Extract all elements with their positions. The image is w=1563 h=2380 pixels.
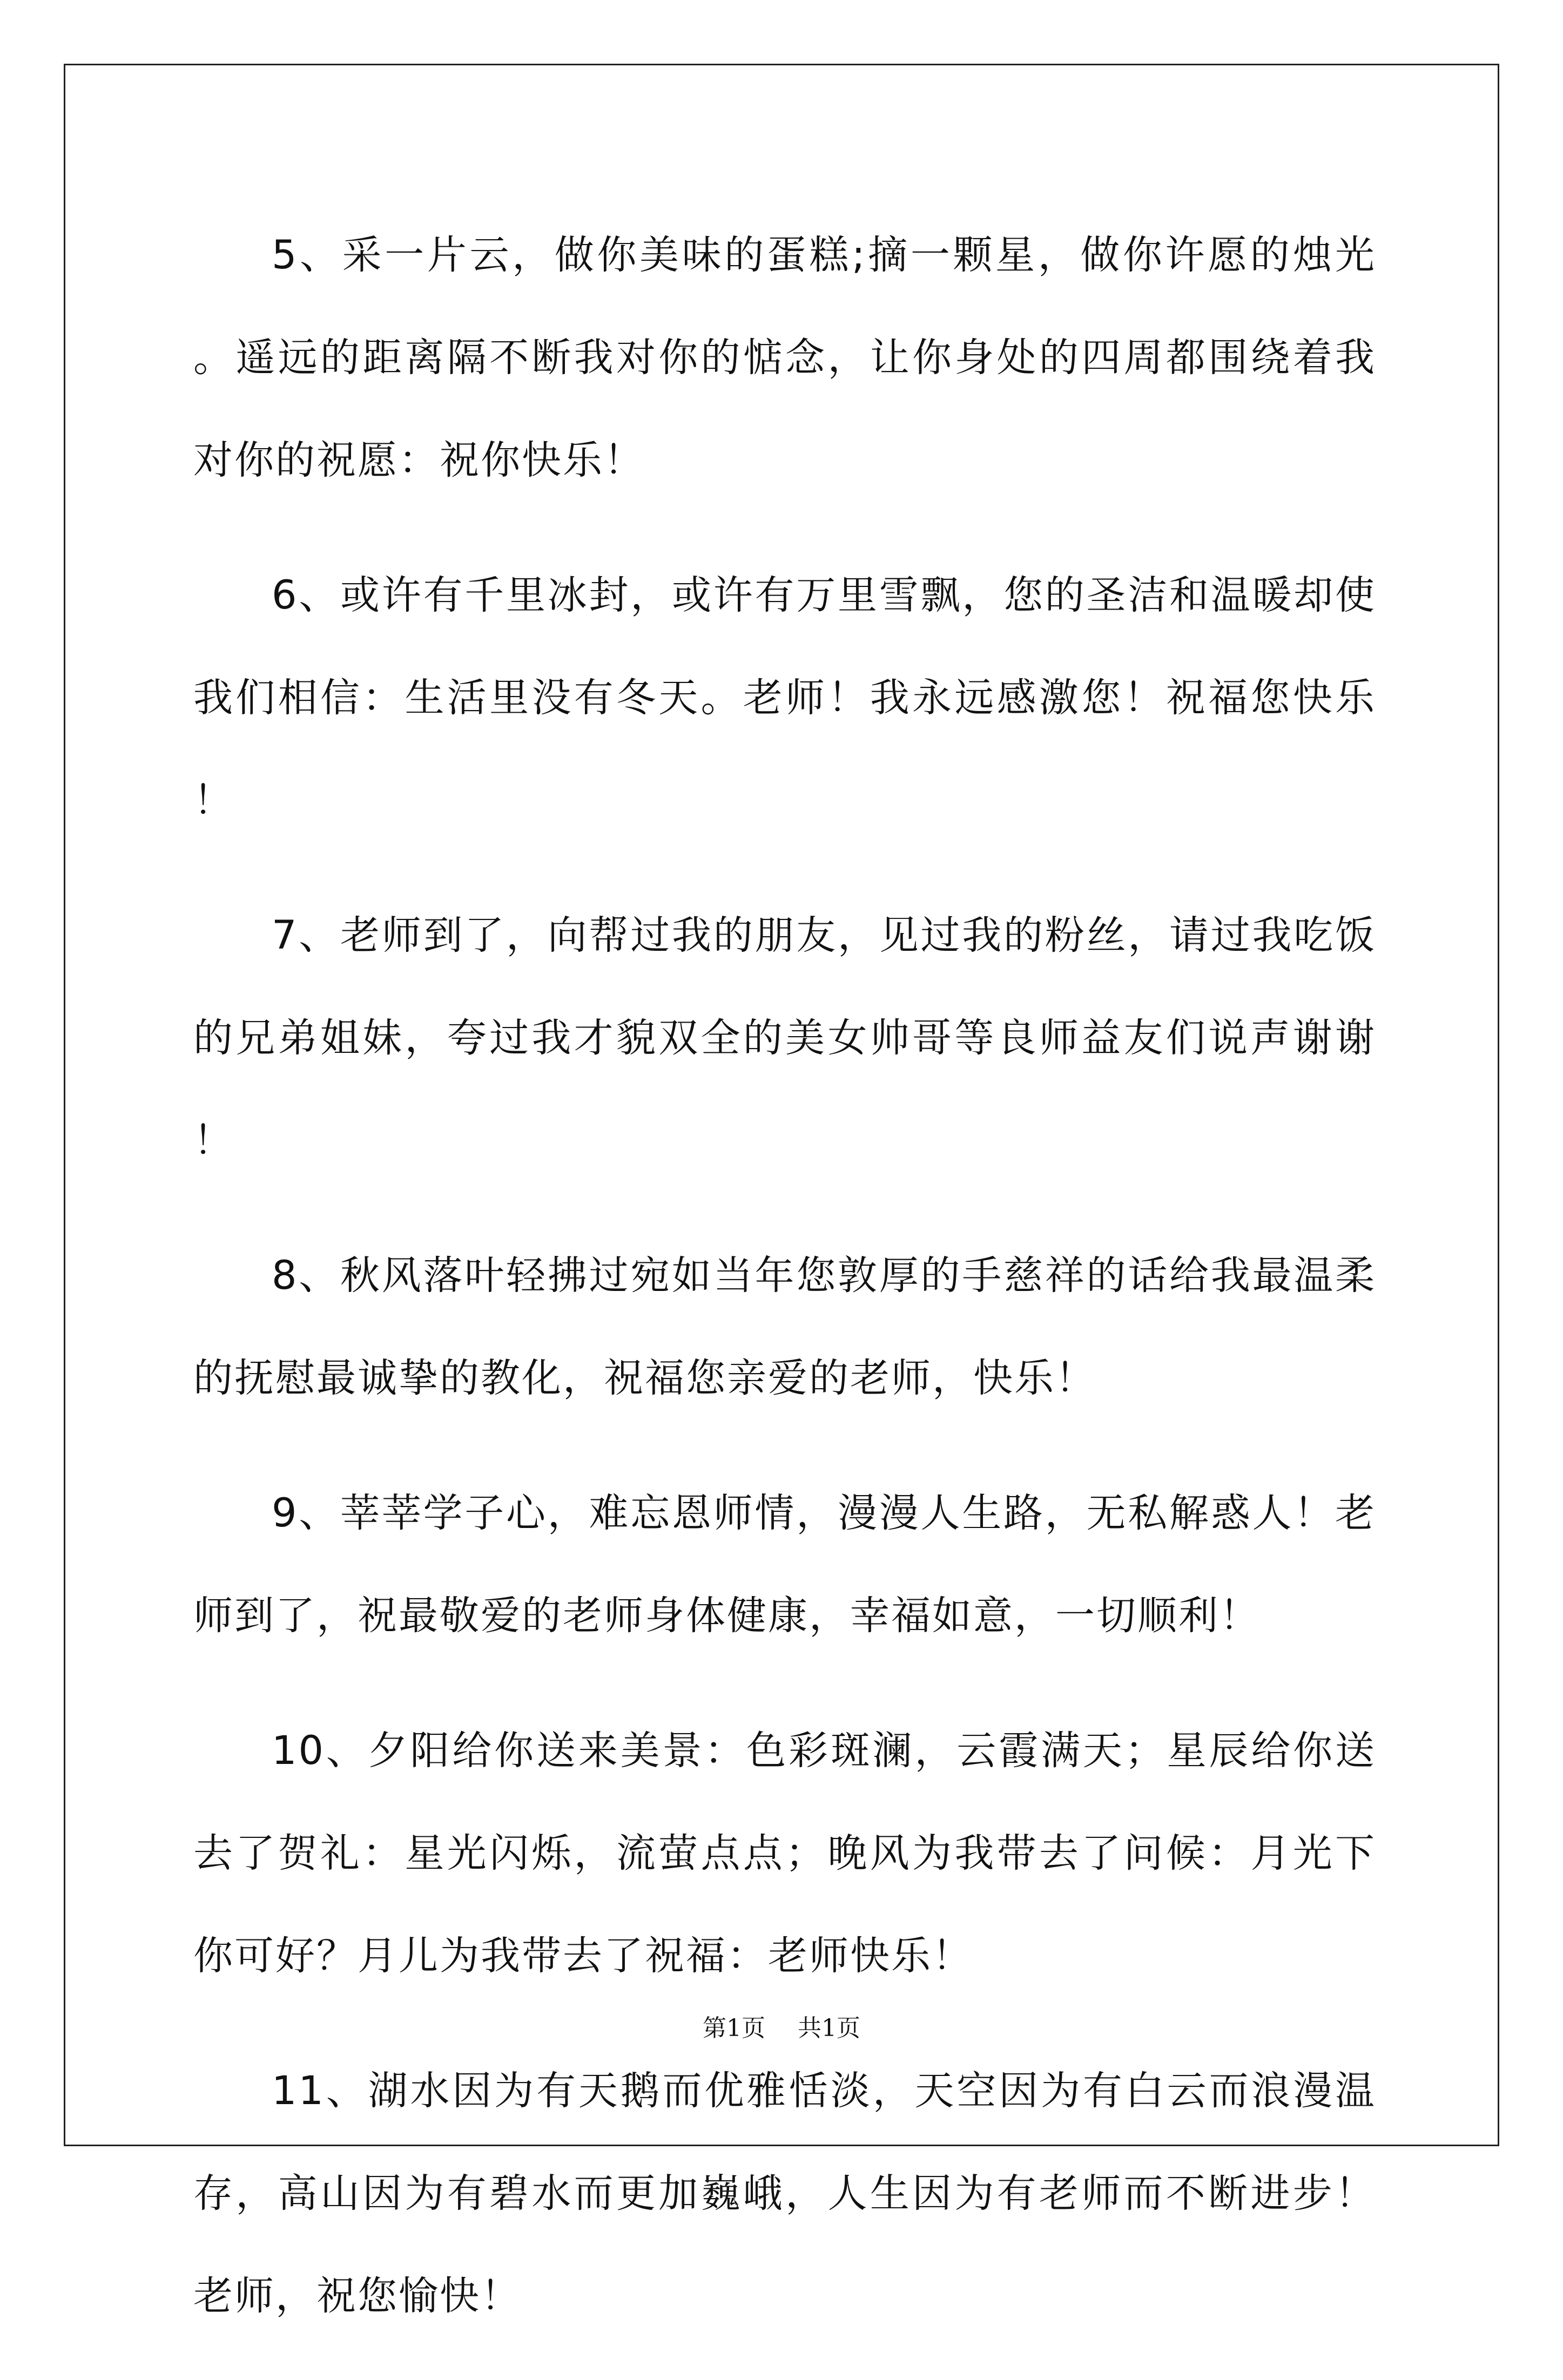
page-total: 共1页 <box>798 2014 860 2042</box>
page-footer <box>0 2009 1563 2043</box>
page-number: 第1页 <box>703 2014 765 2042</box>
paragraph-11: 11、湖水因为有天鹅而优雅恬淡，天空因为有白云而浪漫温存，高山因为有碧水而更加巍峨，人生因为有老师而不断进步！老师，祝您愉快！ <box>193 2068 1376 2319</box>
paragraph-7: 7、老师到了，向帮过我的朋友，见过我的粉丝，请过我吃饭的兄弟姐妹，夸过我才貌双全的美女帅哥等良师益友们说声谢谢！ <box>193 912 1376 1164</box>
paragraph-8: 8、秋风落叶轻拂过宛如当年您敦厚的手慈祥的话给我最温柔的抚慰最诚挚的教化，祝福您亲爱的老师，快乐！ <box>193 1253 1376 1401</box>
paragraph-9: 9、莘莘学子心，难忘恩师情，漫漫人生路，无私解惑人！老师到了，祝最敬爱的老师身体健康，幸福如意，一切顺利！ <box>193 1490 1376 1639</box>
paragraph-6: 6、或许有千里冰封，或许有万里雪飘，您的圣洁和温暖却使我们相信：生活里没有冬天。老师！我永远感激您！祝福您快乐！ <box>193 572 1376 823</box>
paragraph-10: 10、夕阳给你送来美景：色彩斑澜，云霞满天；星辰给你送去了贺礼：星光闪烁，流萤点点；晚风为我带去了问候：月光下你可好？月儿为我带去了祝福：老师快乐！ <box>193 1728 1376 1979</box>
document-body <box>193 204 1376 2380</box>
paragraph-5: 5、采一片云，做你美味的蛋糕;摘一颗星，做你许愿的烛光。遥远的距离隔不断我对你的惦念，让你身处的四周都围绕着我对你的祝愿：祝你快乐！ <box>193 232 1376 483</box>
